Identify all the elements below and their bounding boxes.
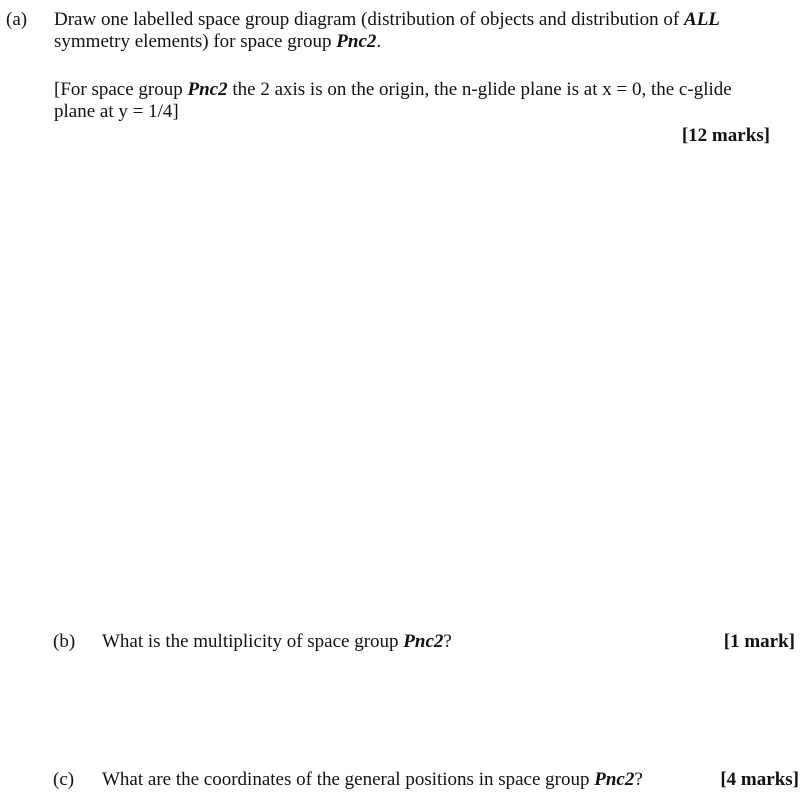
question-a-line-2 xyxy=(54,31,381,52)
question-c-text-end: ? xyxy=(634,769,643,790)
space-group-symbol: Pnc2 xyxy=(336,31,377,52)
question-a-line-2-text: symmetry elements) for space group xyxy=(54,31,337,52)
note-line-1-start: [For space group xyxy=(54,79,188,100)
space-group-symbol: Pnc2 xyxy=(187,79,228,100)
question-b-text xyxy=(102,631,452,652)
space-group-symbol: Pnc2 xyxy=(403,631,444,652)
question-a-note-line-1 xyxy=(54,79,732,100)
question-a-line-2-end: . xyxy=(376,31,382,52)
note-line-1-end: the 2 axis is on the origin, the n-glide plane is at x = 0, the c-glide xyxy=(227,79,732,100)
question-a-note-line-2: plane at y = 1/4] xyxy=(54,101,179,122)
question-a-line-1-text: Draw one labelled space group diagram (distribution of objects and distribution of xyxy=(54,9,685,30)
question-c-text xyxy=(102,769,643,790)
question-b-label: (b) xyxy=(53,631,76,652)
question-c-label: (c) xyxy=(53,769,75,790)
question-a-marks: [12 marks] xyxy=(681,125,770,146)
question-a-label: (a) xyxy=(6,9,28,30)
question-c-marks: [4 marks] xyxy=(720,769,799,790)
question-a-emphasis-all: ALL xyxy=(684,9,720,30)
space-group-symbol: Pnc2 xyxy=(594,769,635,790)
question-b-text-end: ? xyxy=(443,631,452,652)
question-a-line-1 xyxy=(54,9,720,30)
question-b-text-start: What is the multiplicity of space group xyxy=(102,631,404,652)
question-c-text-start: What are the coordinates of the general positions in space group xyxy=(102,769,595,790)
question-b-marks: [1 mark] xyxy=(723,631,795,652)
